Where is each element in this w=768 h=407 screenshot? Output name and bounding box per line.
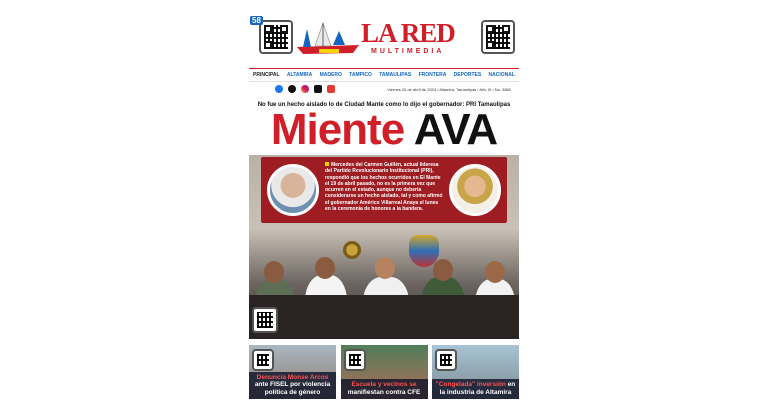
caption-highlight: Escuela y vecinos se — [351, 381, 417, 388]
nav-item-madero[interactable]: MADERO — [319, 72, 342, 78]
person-head — [485, 261, 505, 283]
qr-code-left[interactable] — [259, 20, 293, 54]
nav-item-tampico[interactable]: TAMPICO — [349, 72, 372, 78]
qr-finder — [486, 41, 494, 49]
qr-code-story[interactable] — [252, 349, 274, 371]
qr-finder — [264, 25, 272, 33]
story-caption — [249, 372, 336, 400]
logo-subtitle: MULTIMEDIA — [371, 48, 445, 55]
section-nav — [249, 68, 519, 82]
lead-box — [261, 157, 507, 223]
newspaper-front-page — [249, 14, 519, 399]
story-card[interactable] — [341, 345, 428, 399]
qr-code-photo[interactable] — [252, 307, 278, 333]
person-head — [315, 257, 335, 279]
person-head — [433, 259, 453, 281]
qr-finder — [486, 25, 494, 33]
x-icon[interactable] — [314, 85, 322, 93]
facebook-icon[interactable] — [275, 85, 283, 93]
dateline: Viernes 26 de abril de 2024 / Altamira, Tamaulipas / Año IX / No. 3880 — [387, 87, 511, 92]
youtube-icon[interactable] — [327, 85, 335, 93]
story-caption — [341, 379, 428, 399]
qr-code-right[interactable] — [481, 20, 515, 54]
qr-pattern — [440, 354, 452, 366]
qr-pattern — [257, 354, 269, 366]
lead-text: Mercedes del Carmen Guillén, actual lideresa del Partido Revolucionario Institucional (PRI), respondió que los hechos ocurridos en El Mante el 19 de abril pasado, no es la primera vez que ocurren en el estado, aunque no debería considerarse un hecho aislado, tal y como afirmó el gobernador Américo Villarreal Anaya el lunes en la ceremonia de honores a la bandera. — [325, 162, 445, 212]
caption-text: en la industria de Altamira — [439, 381, 516, 396]
qr-code-story[interactable] — [344, 349, 366, 371]
secondary-stories — [249, 345, 519, 399]
caption-highlight: "Congelada" inversión — [435, 381, 506, 388]
qr-finder — [280, 25, 288, 33]
ship-logo-icon — [293, 19, 365, 59]
main-photo[interactable] — [249, 155, 519, 339]
nav-item-frontera[interactable]: FRONTERA — [418, 72, 447, 78]
caption-text: manifiestan contra CFE — [347, 388, 421, 396]
qr-pattern — [349, 354, 361, 366]
table — [249, 295, 519, 339]
qr-code-story[interactable] — [435, 349, 457, 371]
qr-finder — [264, 41, 272, 49]
masthead — [249, 14, 519, 66]
headline-part-2: AVA — [413, 105, 498, 154]
story-card[interactable] — [432, 345, 519, 399]
nav-item-nacional[interactable]: NACIONAL — [488, 72, 515, 78]
story-caption — [432, 379, 519, 399]
qr-finder — [502, 25, 510, 33]
logo-text[interactable]: LA RED — [361, 18, 455, 48]
headline-part-1: Miente — [270, 105, 405, 154]
nav-item-principal[interactable]: PRINCIPAL — [253, 72, 280, 78]
issue-number-badge: 58 — [252, 16, 261, 25]
nav-item-deportes[interactable]: DEPORTES — [453, 72, 482, 78]
nav-item-altamira[interactable]: ALTAMIRA — [286, 72, 313, 78]
person-head — [375, 257, 395, 279]
caption-highlight: Denuncia Monse Arcos — [256, 373, 329, 381]
threads-icon[interactable] — [288, 85, 296, 93]
mexico-seal-icon — [343, 241, 361, 259]
nav-item-tamaulipas[interactable]: TAMAULIPAS — [379, 72, 412, 78]
headline-kicker: No fue un hecho aislado lo de Ciudad Mante como lo dijo el gobernador: PRI Tamaulipas — [257, 102, 511, 108]
caption-text: ante FISEL por violencia política de género — [254, 381, 331, 396]
governor-portrait — [267, 164, 319, 216]
person-head — [264, 261, 284, 283]
qr-pattern — [257, 312, 273, 328]
social-icons — [275, 85, 335, 93]
pri-leader-portrait — [449, 164, 501, 216]
story-card[interactable] — [249, 345, 336, 399]
instagram-icon[interactable] — [301, 85, 309, 93]
